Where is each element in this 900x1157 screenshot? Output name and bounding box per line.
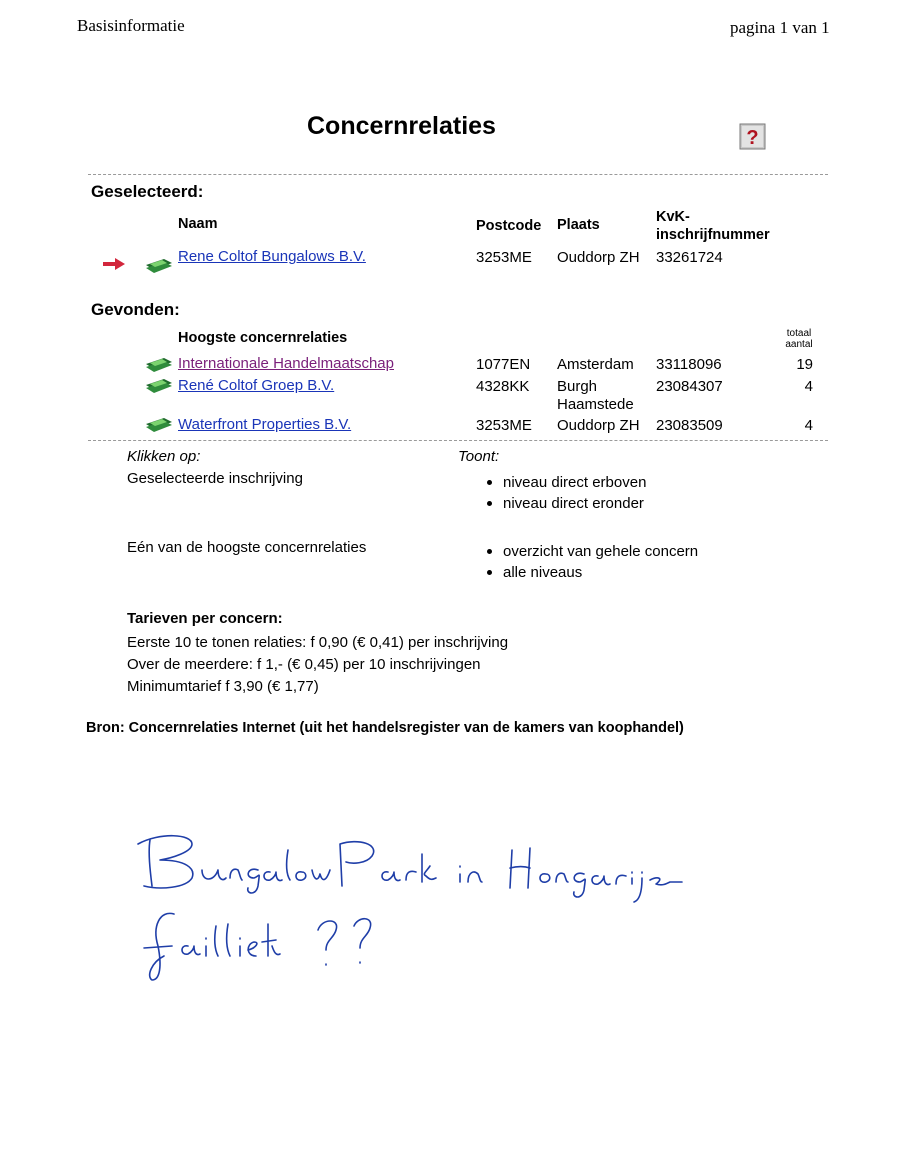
selected-company-link[interactable]: Rene Coltof Bungalows B.V. bbox=[178, 248, 366, 265]
money-stack-icon bbox=[144, 257, 174, 273]
divider-top bbox=[88, 174, 828, 175]
selected-postcode: 3253ME bbox=[476, 249, 532, 266]
legend-item-1-click: Geselecteerde inschrijving bbox=[127, 470, 303, 487]
print-header-page-number: pagina 1 van 1 bbox=[730, 18, 830, 37]
found-row-2-plaats bbox=[557, 378, 634, 414]
list-item: alle niveaus bbox=[484, 562, 698, 583]
found-row-1-totaal: 19 bbox=[796, 356, 813, 373]
red-arrow-icon bbox=[103, 258, 125, 270]
selected-plaats: Ouddorp ZH bbox=[557, 249, 640, 266]
found-row-1-link[interactable]: Internationale Handelmaatschap bbox=[178, 355, 394, 372]
found-row-2-postcode: 4328KK bbox=[476, 378, 530, 395]
found-row-3-plaats: Ouddorp ZH bbox=[557, 417, 640, 434]
column-header-naam: Naam bbox=[178, 216, 218, 232]
page-title: Concernrelaties bbox=[307, 112, 496, 140]
money-stack-icon bbox=[144, 416, 174, 432]
found-row-2-totaal: 4 bbox=[804, 378, 813, 395]
list-item: niveau direct erboven bbox=[484, 472, 646, 493]
found-heading: Gevonden: bbox=[91, 300, 180, 319]
column-header-kvk-line2: inschrijfnummer bbox=[656, 227, 770, 243]
selected-heading: Geselecteerd: bbox=[91, 182, 204, 201]
svg-text:?: ? bbox=[746, 127, 759, 149]
rates-line: Eerste 10 te tonen relaties: f 0,90 (€ 0,41) per inschrijving bbox=[127, 634, 509, 651]
rates-heading: Tarieven per concern: bbox=[127, 610, 283, 627]
found-row-2-plaats-line1: Burgh bbox=[557, 378, 598, 395]
list-item: niveau direct eronder bbox=[484, 493, 646, 514]
rates-line: Over de meerdere: f 1,- (€ 0,45) per 10 inschrijvingen bbox=[127, 656, 481, 673]
legend-click-label: Klikken op: bbox=[127, 448, 201, 465]
column-header-postcode: Postcode bbox=[476, 218, 542, 234]
source-note: Bron: Concernrelaties Internet (uit het handelsregister van de kamers van koophandel) bbox=[86, 720, 684, 736]
money-stack-icon bbox=[144, 356, 174, 372]
found-row-3-postcode: 3253ME bbox=[476, 417, 532, 434]
legend-item-2-click: Eén van de hoogste concernrelaties bbox=[127, 539, 367, 556]
column-header-kvk-line1: KvK- bbox=[656, 209, 690, 225]
rates-line: Minimumtarief f 3,90 (€ 1,77) bbox=[127, 678, 319, 695]
found-row-1-plaats: Amsterdam bbox=[557, 356, 634, 373]
rates-lines bbox=[127, 632, 508, 698]
list-item: overzicht van gehele concern bbox=[484, 541, 698, 562]
money-stack-icon bbox=[144, 377, 174, 393]
legend-shows-label: Toont: bbox=[458, 448, 500, 465]
column-header-kvk bbox=[656, 208, 770, 244]
found-row-2-kvk: 23084307 bbox=[656, 378, 723, 395]
found-row-2-link[interactable]: René Coltof Groep B.V. bbox=[178, 377, 335, 394]
divider-bottom bbox=[88, 440, 828, 441]
found-row-2-plaats-line2: Haamstede bbox=[557, 396, 634, 413]
column-header-totaal-line2: aantal bbox=[785, 339, 813, 350]
column-header-totaal-line1: totaal bbox=[786, 328, 812, 339]
legend-item-1-shows bbox=[484, 472, 646, 514]
print-header-left: Basisinformatie bbox=[77, 16, 185, 35]
selected-kvk: 33261724 bbox=[656, 249, 723, 266]
found-subheading: Hoogste concernrelaties bbox=[178, 330, 348, 346]
column-header-totaal bbox=[783, 328, 815, 350]
found-row-1-kvk: 33118096 bbox=[656, 356, 722, 373]
found-row-3-link[interactable]: Waterfront Properties B.V. bbox=[178, 416, 352, 433]
column-header-plaats: Plaats bbox=[557, 217, 600, 233]
found-row-3-totaal: 4 bbox=[804, 417, 813, 434]
handwritten-annotation bbox=[130, 830, 690, 990]
help-question-icon[interactable] bbox=[739, 123, 766, 150]
legend-item-2-shows bbox=[484, 541, 698, 583]
found-row-3-kvk: 23083509 bbox=[656, 417, 723, 434]
found-row-1-postcode: 1077EN bbox=[476, 356, 531, 373]
